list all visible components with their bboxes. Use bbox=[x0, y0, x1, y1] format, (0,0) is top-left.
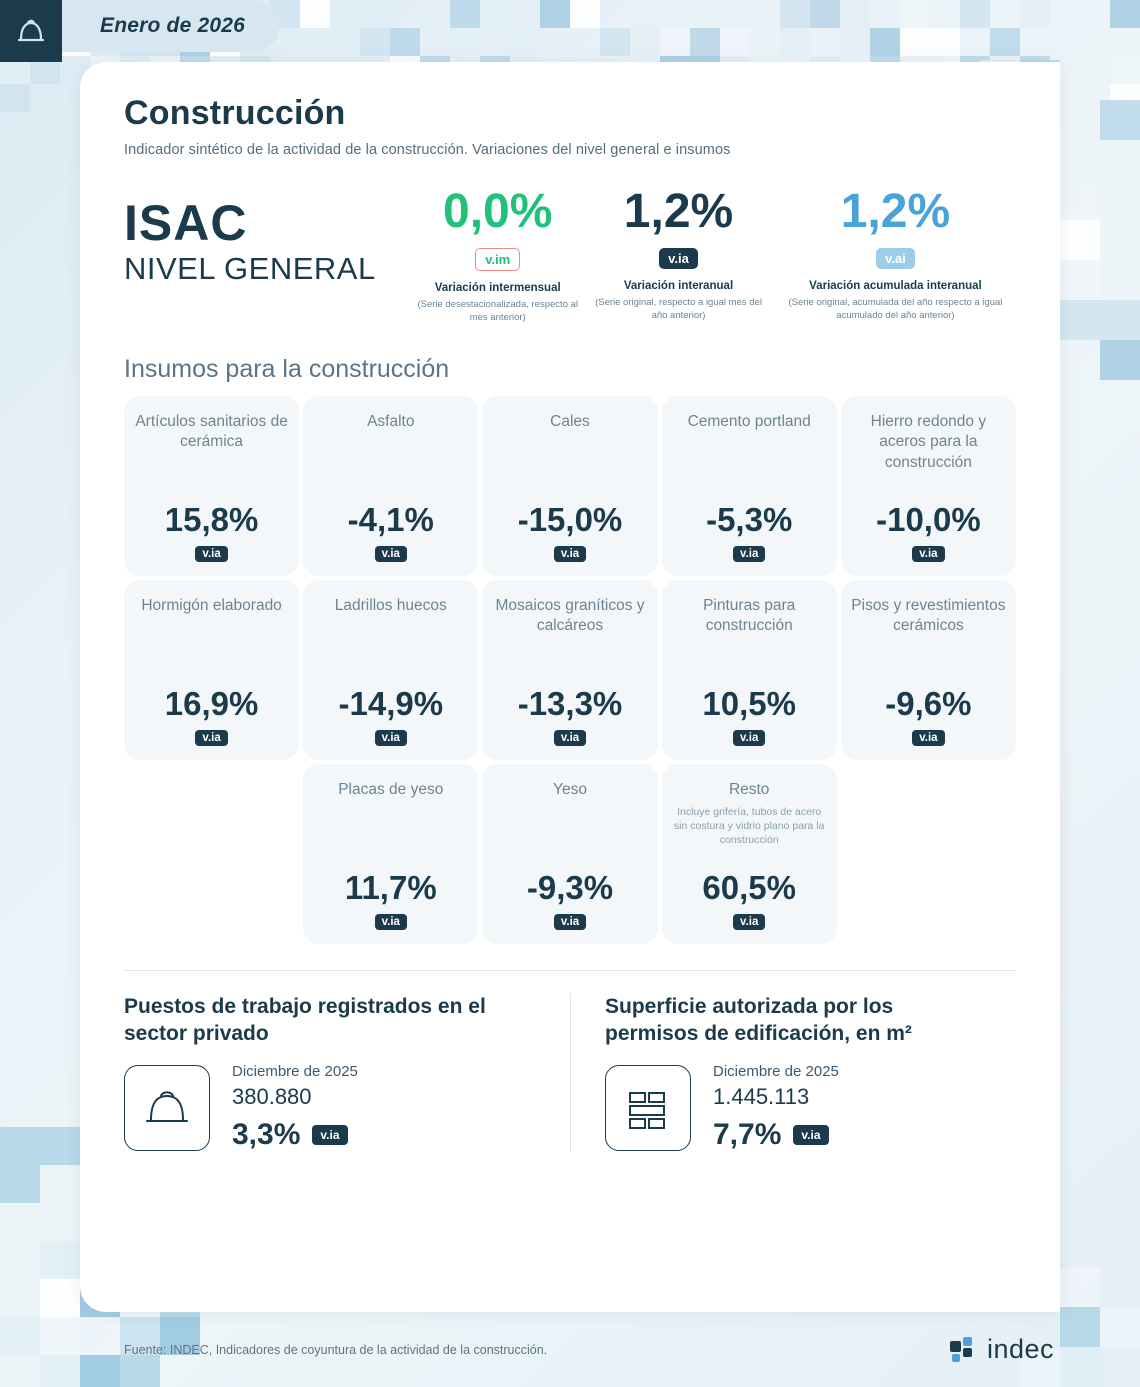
insumo-value: -9,3% bbox=[526, 868, 614, 906]
insumo-name: Asfalto bbox=[367, 412, 415, 430]
insumo-value: 15,8% bbox=[164, 500, 259, 538]
insumo-name: Yeso bbox=[553, 780, 587, 798]
main-card bbox=[80, 62, 1060, 1312]
permits-pct: 7,7% bbox=[713, 1118, 782, 1152]
insumo-cell bbox=[482, 396, 657, 576]
insumo-value: -9,6% bbox=[885, 684, 972, 722]
insumo-cell-empty bbox=[124, 764, 299, 944]
insumo-tag: v.ia bbox=[554, 914, 586, 930]
metric-value: 1,2% bbox=[623, 185, 734, 238]
insumo-note: Incluye grifería, tubos de acero sin costura y vidrio plano para la construcción bbox=[673, 806, 825, 846]
jobs-tag: v.ia bbox=[312, 1125, 347, 1145]
insumo-cell bbox=[482, 580, 657, 760]
helmet-icon bbox=[124, 1065, 210, 1151]
metric-caption: Variación interanual bbox=[623, 280, 734, 292]
insumo-name: Hierro redondo y aceros para la construcción bbox=[870, 412, 987, 472]
isac-summary bbox=[124, 185, 1016, 325]
insumo-cell bbox=[124, 396, 299, 576]
metric-caption-note: (Serie original, acumulada del año respecto a igual acumulado del año anterior) bbox=[788, 296, 1003, 321]
insumo-name: Placas de yeso bbox=[338, 780, 444, 798]
date-pill: Enero de 2026 bbox=[62, 0, 279, 52]
insumo-cell-empty bbox=[841, 764, 1016, 944]
metric-intermensual bbox=[413, 185, 582, 325]
insumo-name: Mosaicos graníticos y calcáreos bbox=[495, 596, 645, 635]
insumo-name: Pisos y revestimientos cerámicos bbox=[851, 596, 1006, 635]
jobs-number: 380.880 bbox=[232, 1084, 312, 1110]
isac-name: ISAC bbox=[124, 195, 248, 251]
insumo-name: Artículos sanitarios de cerámica bbox=[135, 412, 288, 451]
metric-tag: v.ai bbox=[876, 248, 915, 269]
divider bbox=[124, 970, 1016, 971]
indec-brand bbox=[948, 1334, 1054, 1365]
insumo-name: Cales bbox=[550, 412, 590, 430]
jobs-pct: 3,3% bbox=[232, 1118, 301, 1152]
metric-caption: Variación acumulada interanual bbox=[809, 280, 982, 292]
insumos-grid bbox=[124, 396, 1016, 944]
insumo-cell bbox=[662, 764, 837, 944]
jobs-block bbox=[124, 993, 570, 1153]
source-text: Fuente: INDEC, Indicadores de coyuntura de la actividad de la construcción. bbox=[124, 1342, 548, 1357]
metric-caption-note: (Serie original, respecto a igual mes del año anterior) bbox=[595, 296, 762, 321]
insumos-section-title: Insumos para la construcción bbox=[124, 354, 450, 383]
bricks-icon-glyph bbox=[623, 1086, 673, 1130]
insumo-cell bbox=[662, 580, 837, 760]
metric-acumulada bbox=[775, 185, 1016, 323]
insumo-name: Cemento portland bbox=[687, 412, 811, 430]
page-subtitle: Indicador sintético de la actividad de la construcción. Variaciones del nivel general e insumos bbox=[124, 142, 731, 158]
insumo-tag: v.ia bbox=[733, 730, 765, 746]
insumo-tag: v.ia bbox=[733, 914, 765, 930]
insumo-tag: v.ia bbox=[733, 546, 765, 562]
insumo-tag: v.ia bbox=[195, 546, 227, 562]
metric-value: 0,0% bbox=[443, 185, 553, 238]
insumo-value: -13,3% bbox=[517, 684, 623, 722]
header-band bbox=[0, 0, 1140, 62]
insumo-name: Pinturas para construcción bbox=[703, 596, 796, 635]
insumo-tag: v.ia bbox=[554, 546, 586, 562]
insumo-cell bbox=[124, 580, 299, 760]
jobs-title: Puestos de trabajo registrados en el sector privado bbox=[124, 994, 486, 1045]
indec-logo-icon bbox=[948, 1335, 978, 1365]
permits-tag: v.ia bbox=[793, 1125, 828, 1145]
insumo-value: 60,5% bbox=[702, 868, 796, 906]
helmet-icon-glyph bbox=[140, 1085, 194, 1131]
insumo-value: 16,9% bbox=[164, 684, 259, 722]
permits-period: Diciembre de 2025 bbox=[713, 1063, 839, 1081]
insumo-cell bbox=[482, 764, 657, 944]
insumo-value: 10,5% bbox=[702, 684, 796, 722]
page-title: Construcción bbox=[124, 94, 346, 132]
bottom-indicators bbox=[124, 993, 1016, 1153]
metric-tag: v.ia bbox=[659, 248, 698, 269]
insumo-value: -10,0% bbox=[876, 500, 981, 538]
insumo-value: -14,9% bbox=[338, 684, 444, 722]
metric-interanual bbox=[594, 185, 763, 323]
insumo-cell bbox=[303, 396, 478, 576]
insumo-value: -15,0% bbox=[517, 500, 623, 538]
helmet-icon bbox=[14, 16, 48, 46]
insumo-value: -5,3% bbox=[706, 500, 793, 538]
insumo-tag: v.ia bbox=[554, 730, 586, 746]
permits-number: 1.445.113 bbox=[713, 1084, 810, 1110]
bricks-icon bbox=[605, 1065, 691, 1151]
insumo-value: -4,1% bbox=[347, 500, 434, 538]
insumo-tag: v.ia bbox=[375, 730, 407, 746]
indec-brand-name: indec bbox=[986, 1334, 1054, 1364]
insumo-cell bbox=[303, 580, 478, 760]
metric-value: 1,2% bbox=[840, 185, 951, 238]
insumo-tag: v.ia bbox=[195, 730, 227, 746]
insumo-cell bbox=[662, 396, 837, 576]
isac-subname: NIVEL GENERAL bbox=[124, 251, 376, 286]
metric-caption: Variación intermensual bbox=[434, 282, 561, 294]
footer bbox=[124, 1334, 1054, 1365]
insumo-value: 11,7% bbox=[344, 868, 437, 906]
insumo-cell bbox=[841, 580, 1016, 760]
logo-box bbox=[0, 0, 62, 62]
insumo-name: Ladrillos huecos bbox=[334, 596, 447, 614]
insumo-tag: v.ia bbox=[375, 914, 407, 930]
insumo-tag: v.ia bbox=[912, 546, 944, 562]
permits-block bbox=[570, 993, 1016, 1153]
insumo-name: Resto bbox=[728, 780, 770, 798]
jobs-period: Diciembre de 2025 bbox=[232, 1063, 358, 1081]
permits-title: Superficie autorizada por los permisos de edificación, en m² bbox=[605, 994, 912, 1045]
metric-tag: v.im bbox=[475, 248, 520, 271]
insumo-cell bbox=[303, 764, 478, 944]
insumo-cell bbox=[841, 396, 1016, 576]
isac-label bbox=[124, 188, 413, 286]
insumo-tag: v.ia bbox=[375, 546, 407, 562]
insumo-name: Hormigón elaborado bbox=[141, 596, 282, 614]
metric-caption-note: (Serie desestacionalizada, respecto al mes anterior) bbox=[417, 298, 578, 323]
insumo-tag: v.ia bbox=[912, 730, 944, 746]
